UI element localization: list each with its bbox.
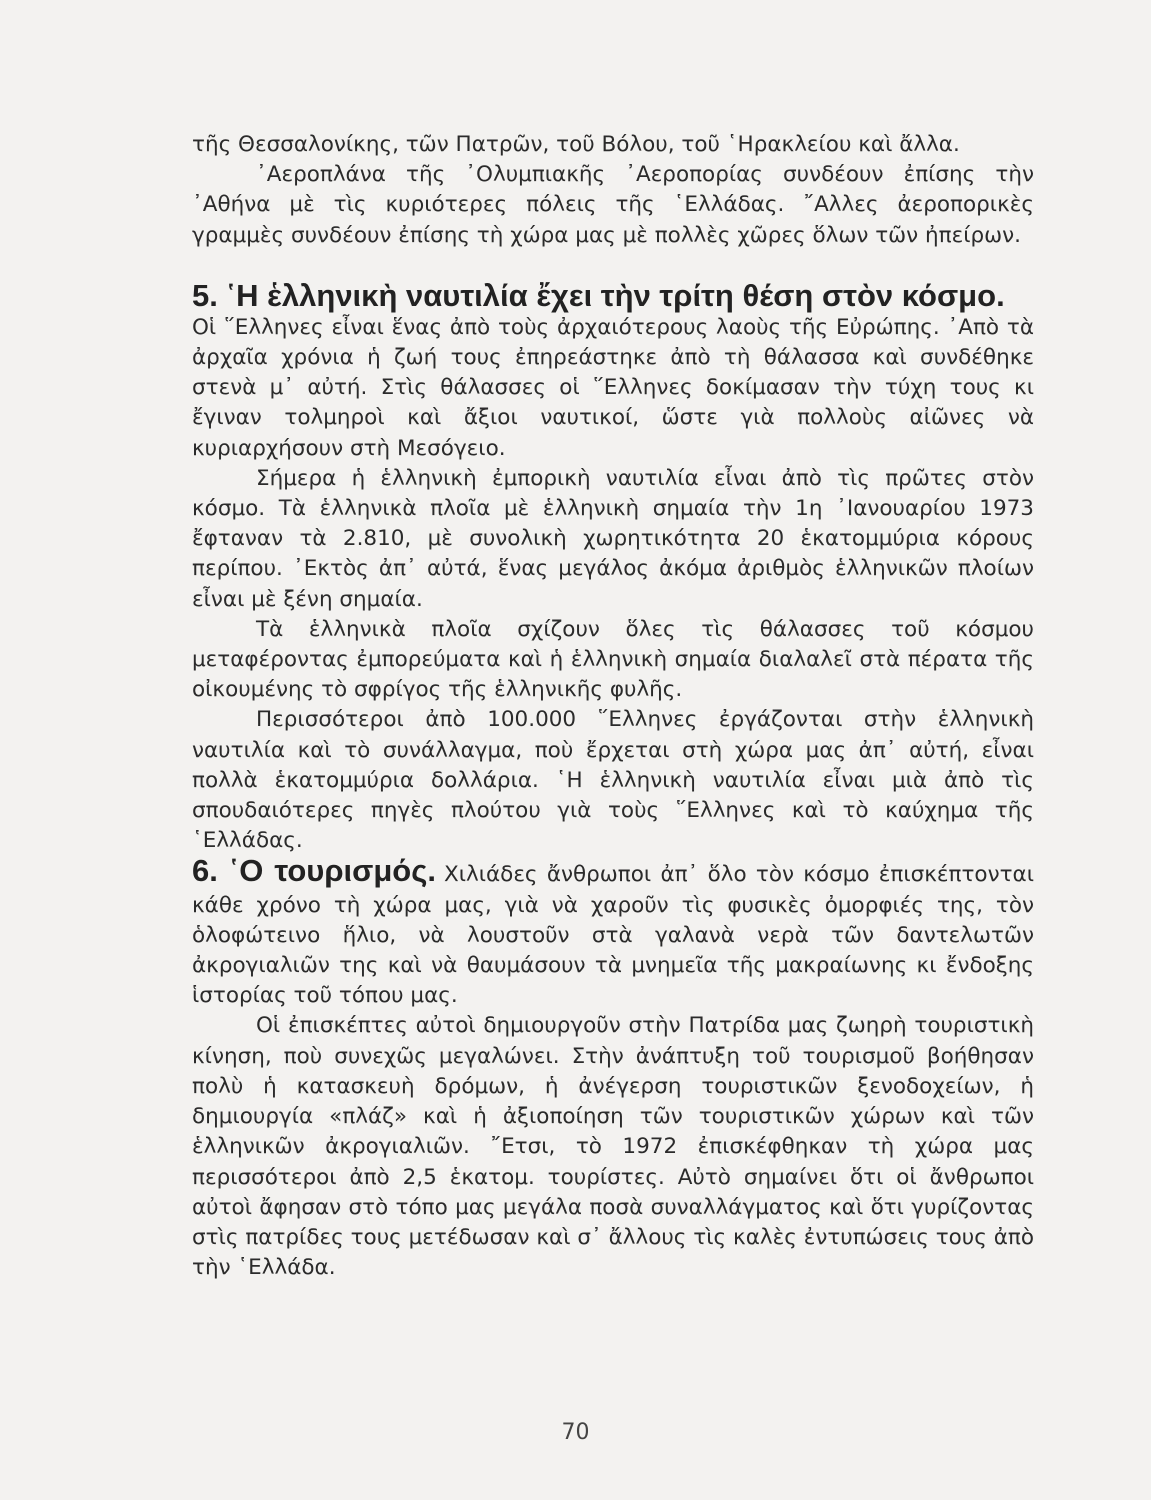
section-6-heading — [192, 853, 436, 888]
paragraph-airlines: ᾿Αεροπλάνα τῆς ᾿Ολυμπιακῆς ᾿Αεροπορίας συνδέουν ἐπίσης τὴν ᾿Αθήνα μὲ τὶς κυριότερες πόλεις τῆς ῾Ελλάδας. ῎Αλλες ἀεροπορικὲς γραμμὲς συνδέουν ἐπίσης τὴ χώρα μας μὲ πολλὲς χῶρες ὅλων τῶν ἠπείρων. — [192, 162, 1034, 248]
paragraph-greeks-sea: Οἱ ῞Ελληνες εἶναι ἕνας ἀπὸ τοὺς ἀρχαιότερους λαοὺς τῆς Εὐρώπης. ᾿Απὸ τὰ ἀρχαῖα χρόνια ἡ ζωή τους ἐπηρεάστηκε ἀπὸ τὴ θάλασσα καὶ συνδέθηκε στενὰ μ᾿ αὐτή. Στὶς θάλασσες οἱ ῞Ελληνες δοκίμασαν τὴν τύχη τους κι ἔγιναν τολμηροὶ καὶ ἄξιοι ναυτικοί, ὥστε γιὰ πολλοὺς αἰῶνες νὰ κυριαρχήσουν στὴ Μεσόγειο. — [192, 314, 1034, 461]
section-5-title: ῾Η ἑλληνικὴ ναυτιλία ἔχει τὴν τρίτη θέση στὸν κόσμο. — [225, 277, 1005, 313]
section-5-number: 5. — [192, 277, 218, 313]
section-6-number: 6. — [192, 853, 218, 889]
section-6-lead-paragraph — [192, 853, 1034, 1011]
section-6-lead-text: Χιλιάδες ἄνθρωποι ἀπ᾿ ὅλο τὸν κόσμο ἐπισκέπτονται κάθε χρόνο τὴ χώρα μας, γιὰ νὰ χαροῦν τὶς φυσικὲς ὀμορφιές της, τὸν ὁλοφώτεινο ἥλιο, νὰ λουστοῦν στὰ γαλανὰ νερὰ τῶν δαντελωτῶν ἀκρογιαλιῶν της καὶ νὰ θαυμάσουν τὰ μνημεῖα τῆς μακραίωνης κι ἔνδοξης ἱστορίας τοῦ τόπου μας. — [192, 862, 1034, 1009]
paragraph-tourism-growth: Οἱ ἐπισκέπτες αὐτοὶ δημιουργοῦν στὴν Πατρίδα μας ζωηρὴ τουριστικὴ κίνηση, ποὺ συνεχῶς μεγαλώνει. Στὴν ἀνάπτυξη τοῦ τουρισμοῦ βοήθησαν πολὺ ἡ κατασκευὴ δρόμων, ἡ ἀνέγερση τουριστικῶν ξενοδοχείων, ἡ δημιουργία «πλάζ» καὶ ἡ ἀξιοποίηση τῶν τουριστικῶν χώρων καὶ τῶν ἑλληνικῶν ἀκρογιαλιῶν. ῎Ετσι, τὸ 1972 ἐπισκέφθηκαν τὴ χώρα μας περισσότεροι ἀπὸ 2,5 ἑκατομ. τουρίστες. Αὐτὸ σημαίνει ὅτι οἱ ἄνθρωποι αὐτοὶ ἄφησαν στὸ τόπο μας μεγάλα ποσὰ συναλλάγματος καὶ ὅτι γυρίζοντας στὶς πατρίδες τους μετέδωσαν καὶ σ᾿ ἄλλους τὶς καλὲς ἐντυπώσεις τους ἀπὸ τὴν ῾Ελλάδα. — [192, 1013, 1034, 1281]
section-6-title: ῾Ο τουρισμός. — [228, 853, 436, 889]
paragraph-ships-seas: Τὰ ἑλληνικὰ πλοῖα σχίζουν ὅλες τὶς θάλασσες τοῦ κόσμου μεταφέροντας ἐμπορεύματα καὶ ἡ ἑλληνικὴ σημαία διαλαλεῖ στὰ πέρατα τῆς οἰκουμένης τὸ σφρίγος τῆς ἑλληνικῆς φυλῆς. — [192, 616, 1034, 703]
paragraph-merchant-navy: Σήμερα ἡ ἑλληνικὴ ἐμπορικὴ ναυτιλία εἶναι ἀπὸ τὶς πρῶτες στὸν κόσμο. Τὰ ἑλληνικὰ πλοῖα μὲ ἑλληνικὴ σημαία τὴν 1η ᾿Ιανουαρίου 1973 ἔφταναν τὰ 2.810, μὲ συνολικὴ χωρητικότητα 20 ἑκατομμύρια κόρους περίπου. ᾿Εκτὸς ἀπ᾿ αὐτά, ἕνας μεγάλος ἀκόμα ἀριθμὸς ἑλληνικῶν πλοίων εἶναι μὲ ξένη σημαία. — [192, 465, 1034, 612]
page-body — [192, 130, 1034, 1283]
paragraph-continuation: τῆς Θεσσαλονίκης, τῶν Πατρῶν, τοῦ Βόλου, τοῦ ῾Ηρακλείου καὶ ἄλλα. — [192, 132, 960, 157]
section-5-heading — [192, 279, 1034, 313]
page-number: 70 — [561, 1420, 590, 1445]
paragraph-shipping-income: Περισσότεροι ἀπὸ 100.000 ῞Ελληνες ἐργάζονται στὴν ἑλληνικὴ ναυτιλία καὶ τὸ συνάλλαγμα, ποὺ ἔρχεται στὴ χώρα μας ἀπ᾿ αὐτή, εἶναι πολλὰ ἑκατομμύρια δολλάρια. ῾Η ἑλληνικὴ ναυτιλία εἶναι μιὰ ἀπὸ τὶς σπουδαιότερες πηγὲς πλούτου γιὰ τοὺς ῞Ελληνες καὶ τὸ καύχημα τῆς ῾Ελλάδας. — [192, 707, 1034, 854]
